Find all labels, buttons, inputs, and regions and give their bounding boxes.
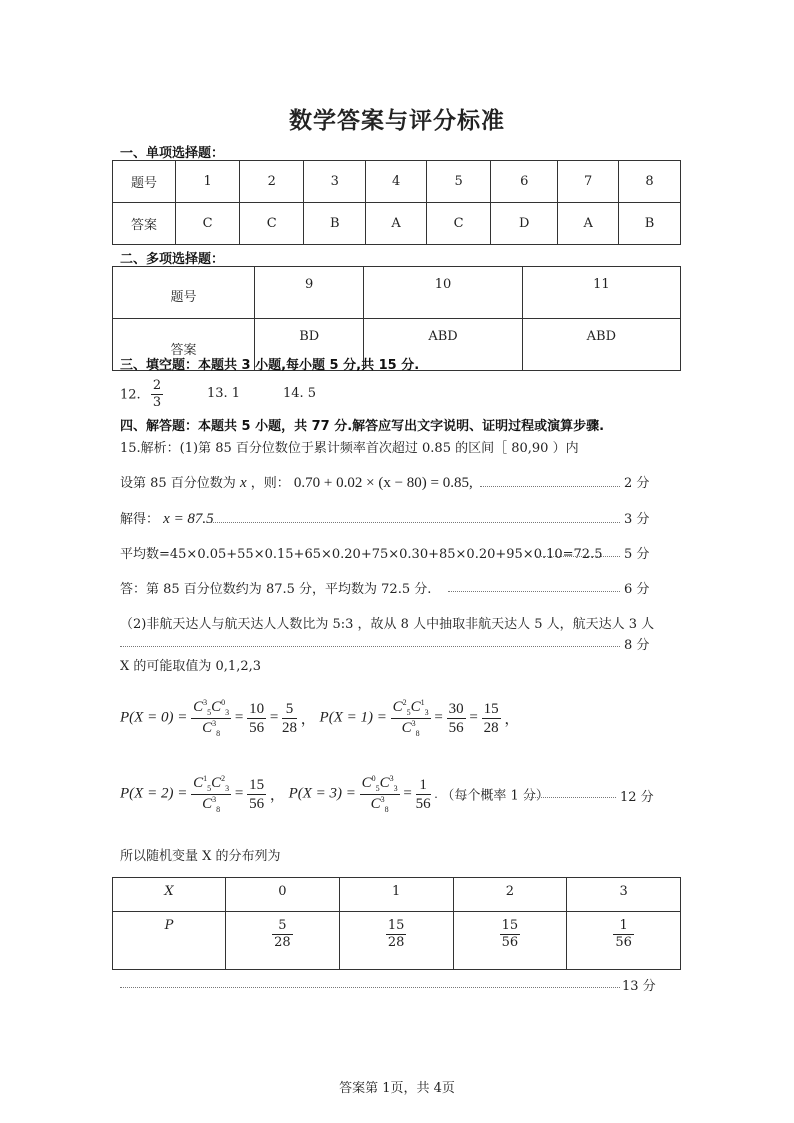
- cell-question: 6: [491, 161, 558, 203]
- prob-x2-x3: P(X = 2) = $\frac{C^1_5C^2_3}{C^3_8}$ = $\frac{15}{56}$ ， P(X = 3) = $\frac{C^0_5C^3_3}{C^3_8}$ = $\frac{1}{56}$ . （每个概率 1 分）: [120, 774, 549, 814]
- cell-answer: D: [491, 203, 558, 245]
- numerator: 5: [282, 700, 297, 719]
- q15-intro: 15.解析：(1)第 85 百分位数位于累计频率首次超过 0.85 的区间［ 80,90 ）内: [120, 441, 579, 456]
- variable-x: x: [239, 475, 247, 491]
- combination-fraction: $\frac{C^1_5C^2_3}{C^3_8}$: [193, 774, 230, 814]
- score-mark: 13 分: [622, 979, 656, 994]
- cell-answer: B: [304, 203, 366, 245]
- prob-lhs: P(X = 0) =: [120, 709, 188, 726]
- fraction: [282, 700, 297, 737]
- x-value: 0: [226, 878, 340, 912]
- score-mark: 5 分: [624, 547, 650, 562]
- q12-fraction: [151, 378, 163, 412]
- equation: x = 87.5: [163, 511, 214, 527]
- table-row: [113, 878, 681, 912]
- denominator: 28: [282, 719, 298, 736]
- cell-answer: ABD: [364, 319, 522, 371]
- numerator: 30: [448, 700, 464, 717]
- step-percentile-setup: [120, 472, 473, 492]
- cell-answer: A: [558, 203, 619, 245]
- fraction: [447, 700, 466, 737]
- table-row: [113, 912, 681, 970]
- denominator: 56: [501, 935, 519, 951]
- step-text: 设第 85 百分位数为: [120, 476, 236, 491]
- dot-leader: [120, 987, 620, 988]
- q13-answer: 13. 1: [207, 386, 241, 401]
- q12-denominator: 3: [152, 395, 162, 411]
- numerator: 15: [483, 700, 499, 717]
- fill-answers: [120, 378, 163, 412]
- q14-answer: 14. 5: [283, 386, 317, 401]
- denominator: 56: [249, 719, 265, 736]
- cell-question: 3: [304, 161, 366, 203]
- x-value: 1: [339, 878, 453, 912]
- cell-question: 11: [522, 267, 680, 319]
- denominator: 56: [448, 719, 464, 736]
- fraction: [482, 700, 501, 737]
- cell-answer: C: [176, 203, 240, 245]
- part2-sampling: （2)非航天达人与航天达人人数比为 5:3 ，故从 8 人中抽取非航天达人 5 人，航天达人 3 人: [120, 617, 655, 632]
- fraction: [247, 776, 266, 813]
- denominator: 28: [387, 935, 405, 951]
- x-value: 2: [453, 878, 567, 912]
- single-choice-table: [112, 160, 681, 245]
- distribution-intro: 所以随机变量 X 的分布列为: [120, 849, 281, 864]
- prob-x0-x1: P(X = 0) = $\frac{C^3_5C^0_3}{C^3_8}$ = $\frac{10}{56}$ = $\frac{5}{28}$ ， P(X = 1) = $\frac{C^2_5C^1_3}{C^3_8}$ = $\frac{30}{56}$ = $\frac{15}{28}$ ，: [120, 698, 520, 738]
- cell-question: 4: [366, 161, 427, 203]
- cell-answer: ABD: [522, 319, 680, 371]
- cell-question: 5: [427, 161, 491, 203]
- combination-fraction: $\frac{C^3_5C^0_3}{C^3_8}$: [193, 698, 230, 738]
- denominator: 56: [615, 935, 632, 951]
- cell-question: 9: [255, 267, 364, 319]
- cell-question: 10: [364, 267, 522, 319]
- dot-leader: [210, 522, 620, 523]
- dot-leader: [120, 646, 620, 647]
- cell-question: 7: [558, 161, 619, 203]
- prob-lhs: P(X = 3) =: [288, 785, 356, 802]
- q12-label: 12.: [120, 387, 141, 403]
- cell-answer: C: [240, 203, 304, 245]
- equation: 0.70 + 0.02 × (x − 80) = 0.85,: [293, 475, 473, 491]
- fraction: [247, 700, 266, 737]
- x-label: [113, 878, 226, 912]
- numerator: 5: [272, 918, 293, 935]
- table-row: [113, 267, 681, 319]
- denominator: 56: [249, 795, 265, 812]
- section4-heading: 四、解答题：本题共 5 小题，共 77 分.解答应写出文字说明、证明过程或演算步骤.: [120, 419, 605, 434]
- numerator: 1: [416, 776, 431, 795]
- score-mark: 6 分: [624, 582, 650, 597]
- cell-question: 8: [619, 161, 681, 203]
- denominator: 28: [483, 719, 499, 736]
- cell-answer: C: [427, 203, 491, 245]
- numerator: 15: [249, 776, 265, 793]
- page-footer: 答案第 1页，共 4页: [339, 1081, 455, 1096]
- score-mark: 12 分: [620, 790, 654, 805]
- cell-answer: B: [619, 203, 681, 245]
- cell-answer: BD: [255, 319, 364, 371]
- dot-leader: [480, 486, 620, 487]
- section2-heading: 二、多项选择题：: [120, 252, 225, 267]
- p-value: [453, 912, 567, 970]
- score-mark: 3 分: [624, 512, 650, 527]
- fraction: [416, 776, 431, 813]
- numerator: 1: [613, 918, 634, 935]
- table-row: [113, 161, 681, 203]
- dot-leader: [448, 591, 620, 592]
- step-conclusion: 答：第 85 百分位数约为 87.5 分，平均数为 72.5 分.: [120, 582, 432, 597]
- prob-lhs: P(X = 2) =: [120, 785, 188, 802]
- numerator: 15: [500, 918, 521, 935]
- cell-question: 1: [176, 161, 240, 203]
- dot-leader: [524, 797, 616, 798]
- denominator: 56: [415, 795, 431, 812]
- combination-fraction: $\frac{C^2_5C^1_3}{C^3_8}$: [392, 698, 429, 738]
- row-label-answer: 答案: [113, 319, 255, 371]
- page-title: 数学答案与评分标准: [289, 108, 505, 134]
- step-mean: 平均数=45×0.05+55×0.15+65×0.20+75×0.30+85×0.20+95×0.10=72.5: [120, 547, 603, 562]
- q12-numerator: 2: [151, 378, 163, 395]
- score-mark: 8 分: [624, 638, 650, 653]
- row-label-answer: 答案: [113, 203, 176, 245]
- table-row: [113, 203, 681, 245]
- distribution-table: [112, 877, 681, 970]
- step-text: 解得：: [120, 512, 160, 527]
- section1-heading: 一、单项选择题：: [120, 146, 225, 161]
- p-value: [567, 912, 681, 970]
- step-text: ，则：: [250, 476, 290, 491]
- section3-heading: 三、填空题：本题共 3 小题,每小题 5 分,共 15 分.: [120, 358, 420, 373]
- p-label: [113, 912, 226, 970]
- prob-note: （每个概率 1 分）: [441, 788, 549, 804]
- prob-lhs: P(X = 1) =: [319, 709, 387, 726]
- p-label-text: P: [164, 918, 174, 933]
- x-values: X 的可能取值为 0,1,2,3: [120, 659, 262, 674]
- p-value: [339, 912, 453, 970]
- denominator: 28: [274, 935, 291, 951]
- step-solve: [120, 508, 214, 528]
- cell-question: 2: [240, 161, 304, 203]
- combination-fraction: $\frac{C^0_5C^3_3}{C^3_8}$: [361, 774, 398, 814]
- p-value: [226, 912, 340, 970]
- numerator: 10: [249, 700, 265, 717]
- cell-answer: A: [366, 203, 427, 245]
- x-value: 3: [567, 878, 681, 912]
- row-label-question: 题号: [113, 161, 176, 203]
- score-mark: 2 分: [624, 476, 650, 491]
- numerator: 15: [386, 918, 407, 935]
- x-label-text: X: [164, 884, 174, 899]
- row-label-question: 题号: [113, 267, 255, 319]
- dot-leader: [536, 556, 620, 557]
